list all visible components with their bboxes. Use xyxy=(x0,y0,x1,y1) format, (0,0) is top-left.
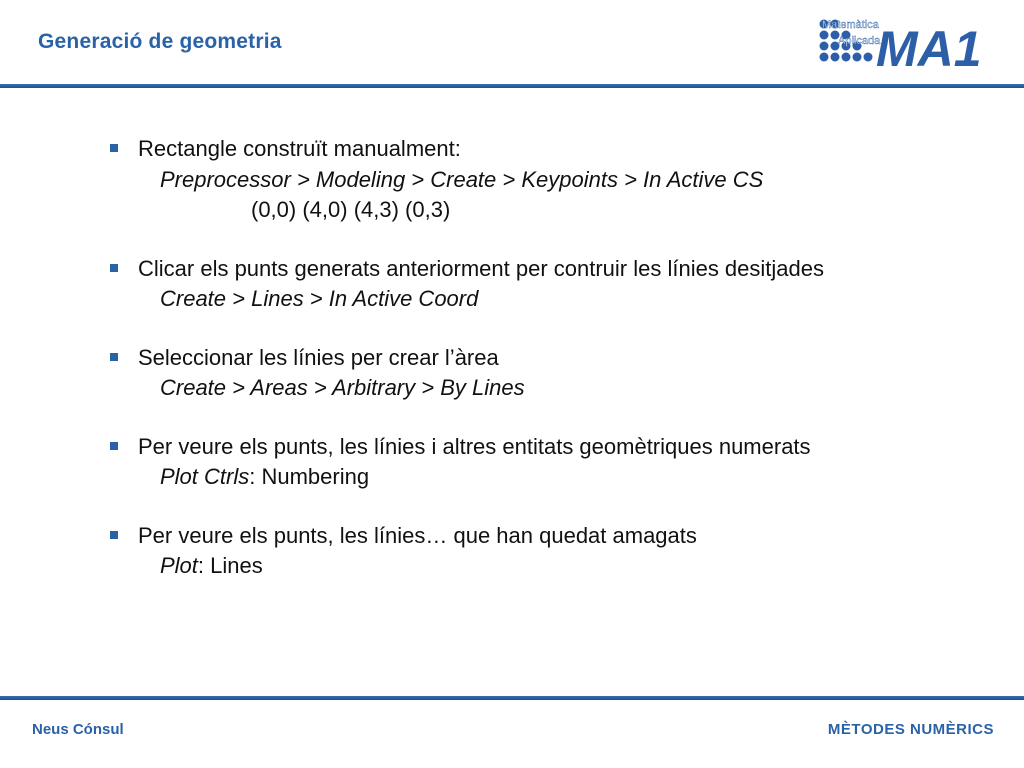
footer-course: MÈTODES NUMÈRICS xyxy=(827,721,994,738)
menu-name: Plot Ctrls xyxy=(160,464,250,489)
menu-name: Plot xyxy=(160,553,198,578)
menu-path: Preprocessor > Modeling > Create > Keypoints > In Active CS xyxy=(160,166,764,192)
footer-divider xyxy=(0,696,1024,700)
menu-path: Create > Lines > In Active Coord xyxy=(160,286,479,311)
bullet-item-2 xyxy=(108,254,988,315)
svg-text:Aplicada: Aplicada xyxy=(838,35,881,47)
header-divider xyxy=(0,84,1024,88)
menu-path xyxy=(138,551,988,582)
svg-text:MA1: MA1 xyxy=(876,21,982,74)
bullet-item-4 xyxy=(108,432,988,493)
menu-option: : Lines xyxy=(197,553,263,578)
bullet-item-1 xyxy=(108,134,988,226)
svg-text:Matemàtica: Matemàtica xyxy=(822,19,879,31)
bullet-text: Clicar els punts generats anteriorment per contruir les línies desitjades xyxy=(138,255,824,281)
menu-path: Create > Areas > Arbitrary > By Lines xyxy=(160,375,525,400)
menu-option: : Numbering xyxy=(249,464,370,489)
keypoint-coordinates: (0,0) (4,0) (4,3) (0,3) xyxy=(251,197,451,222)
slide-title: Generació de geometria xyxy=(38,30,282,53)
square-bullet-icon xyxy=(110,531,118,539)
bullet-text: Per veure els punts, les línies… que han quedat amagats xyxy=(138,522,697,548)
bullet-item-3 xyxy=(108,343,988,404)
square-bullet-icon xyxy=(110,442,118,450)
square-bullet-icon xyxy=(110,144,118,152)
bullet-text: Seleccionar les línies per crear l’àrea xyxy=(138,344,499,370)
bullet-item-5 xyxy=(108,521,988,582)
ma1-logo xyxy=(816,14,998,74)
square-bullet-icon xyxy=(110,264,118,272)
bullet-text: Per veure els punts, les línies i altres entitats geomètriques numerats xyxy=(138,433,811,459)
bullet-text: Rectangle construït manualment: xyxy=(138,136,461,161)
footer-author: Neus Cónsul xyxy=(32,721,124,738)
slide-body xyxy=(108,134,988,610)
menu-path xyxy=(138,462,988,493)
square-bullet-icon xyxy=(110,353,118,361)
